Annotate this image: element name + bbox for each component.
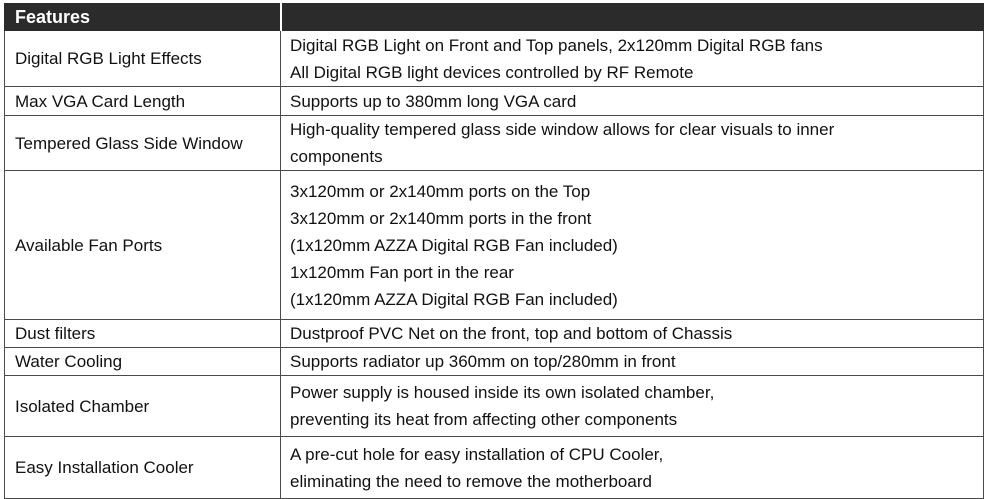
features-table (4, 3, 984, 499)
header-blank-cell (281, 4, 984, 31)
table-row (5, 320, 984, 348)
features-header: Features (5, 4, 281, 31)
feature-value (281, 31, 984, 87)
feature-label: Water Cooling (5, 348, 281, 376)
feature-label: Dust filters (5, 320, 281, 348)
feature-value-line: Digital RGB Light on Front and Top panels, 2x120mm Digital RGB fans (290, 35, 823, 55)
feature-value-line: All Digital RGB light devices controlled by RF Remote (290, 62, 694, 82)
table-row (5, 376, 984, 437)
feature-value-line: High-quality tempered glass side window allows for clear visuals to inner (290, 120, 835, 139)
feature-value-line: eliminating the need to remove the motherboard (290, 471, 652, 491)
feature-value (281, 376, 984, 437)
feature-value-line: Power supply is housed inside its own isolated chamber, (290, 383, 715, 402)
feature-label: Easy Installation Cooler (5, 437, 281, 499)
feature-value-line: 3x120mm or 2x140mm ports on the Top (290, 181, 591, 201)
feature-value-line: (1x120mm AZZA Digital RGB Fan included) (290, 235, 618, 255)
feature-value-line: components (290, 147, 383, 166)
table-row (5, 437, 984, 499)
table-row (5, 116, 984, 171)
feature-label: Available Fan Ports (5, 171, 281, 320)
feature-value-line: Supports radiator up 360mm on top/280mm in front (290, 352, 676, 371)
feature-value-line: Dustproof PVC Net on the front, top and bottom of Chassis (290, 324, 733, 343)
feature-value-line: 3x120mm or 2x140mm ports in the front (290, 208, 592, 228)
feature-value-line: 1x120mm Fan port in the rear (290, 262, 514, 282)
feature-value (281, 87, 984, 116)
table-row (5, 87, 984, 116)
feature-label: Digital RGB Light Effects (5, 31, 281, 87)
feature-label: Tempered Glass Side Window (5, 116, 281, 171)
feature-value-line: A pre-cut hole for easy installation of CPU Cooler, (290, 444, 664, 464)
table-row (5, 348, 984, 376)
feature-value (281, 320, 984, 348)
feature-label: Isolated Chamber (5, 376, 281, 437)
feature-value (281, 116, 984, 171)
feature-label: Max VGA Card Length (5, 87, 281, 116)
table-row (5, 171, 984, 320)
feature-value (281, 348, 984, 376)
feature-value-line: preventing its heat from affecting other components (290, 410, 678, 429)
feature-value (281, 437, 984, 499)
table-header-row (5, 4, 984, 31)
table-row (5, 31, 984, 87)
feature-value (281, 171, 984, 320)
feature-value-line: (1x120mm AZZA Digital RGB Fan included) (290, 289, 618, 309)
feature-value-line: Supports up to 380mm long VGA card (290, 91, 577, 111)
